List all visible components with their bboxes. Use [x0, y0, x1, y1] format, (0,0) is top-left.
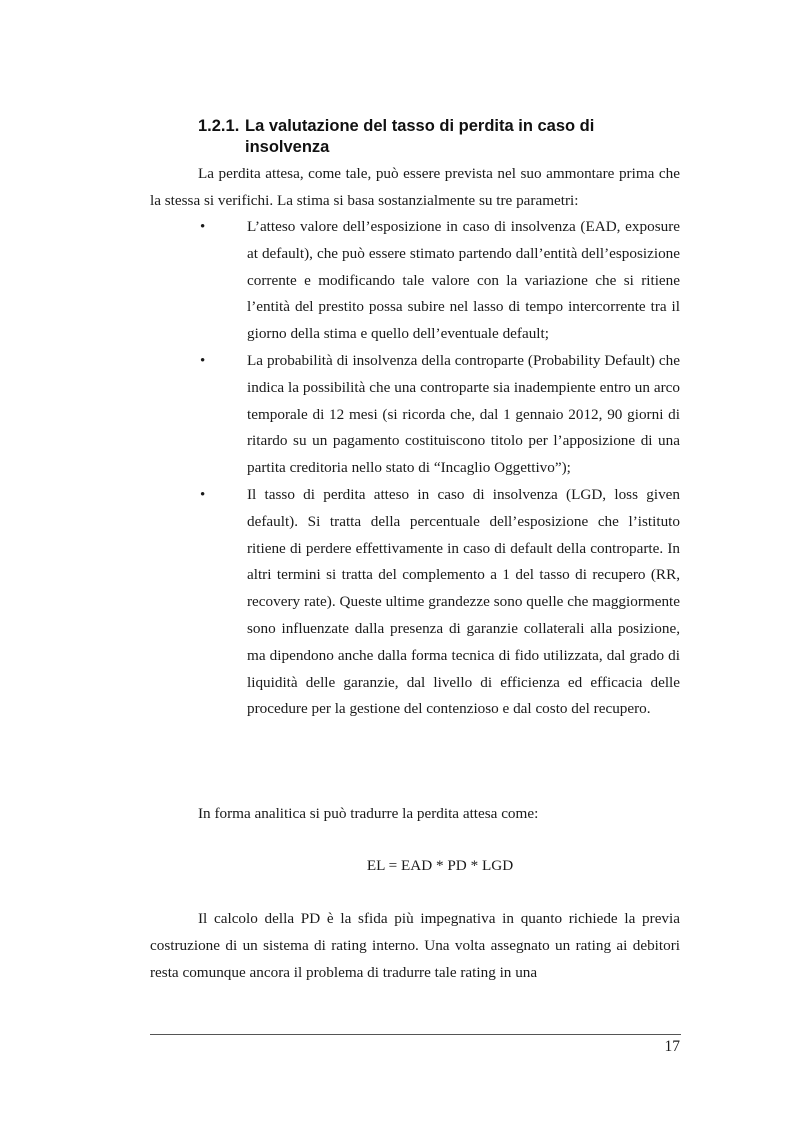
intro-paragraph: La perdita attesa, come tale, può essere prevista nel suo ammontare prima che la stessa si verifichi. La stima si basa sostanzialmente su tre parametri: — [150, 165, 680, 209]
expected-loss-formula: EL = EAD * PD * LGD — [366, 857, 514, 874]
section-heading — [198, 116, 668, 158]
footer-divider — [150, 1034, 681, 1035]
closing-paragraph: Il calcolo della PD è la sfida più impegnativa in quanto richiede la previa costruzione di un sistema di rating interno. Una volta assegnato un rating ai debitori resta comunque ancora il problema di tradurre tale rating in una — [150, 910, 680, 981]
section-number: 1.2.1. — [198, 117, 240, 135]
list-item-text: Il tasso di perdita atteso in caso di insolvenza (LGD, loss given default). Si tratta della percentuale dell’esposizione che l’istituto ritiene di perdere effettivamente in caso di default della controparte. In altri termini si tratta del complemento a 1 del tasso di recupero (RR, recovery rate). Queste ultime grandezze sono quelle che maggiormente sono influenzate dalla presenza di garanzie collaterali alla posizione, ma dipendono anche dalla forma tecnica di fido utilizzata, dal grado di liquidità delle garanzie, dal livello di efficienza ed efficacia delle procedure per la gestione del contenzioso e dal costo del recupero. — [247, 485, 680, 718]
section-title-line1: La valutazione del tasso di perdita in caso di — [245, 117, 595, 135]
analytic-intro: In forma analitica si può tradurre la perdita attesa come: — [198, 805, 539, 822]
list-item — [150, 482, 680, 723]
section-title-line2: insolvenza — [245, 138, 330, 156]
bullet-icon: • — [200, 352, 206, 369]
list-item-text: La probabilità di insolvenza della controparte (Probability Default) che indica la possibilità che una controparte sia inadempiente entro un arco temporale di 12 mesi (si ricorda che, dal 1 gennaio 2012, 90 giorni di ritardo su un pagamento costituiscono titolo per l’apposizione di una partita creditoria nello stato di “Incaglio Oggettivo”); — [247, 351, 680, 477]
bullet-icon: • — [200, 219, 206, 235]
parameter-list — [150, 214, 680, 723]
list-item-text: L’atteso valore dell’esposizione in caso di insolvenza (EAD, exposure at default), che può essere stimato partendo dall’entità dell’esposizione corrente e modificando tale valore con la variazione che si ritiene l’entità del prestito possa subire nel lasso di tempo intercorrente tra il giorno della stima e quello dell’eventuale default; — [247, 218, 680, 343]
list-item — [150, 348, 680, 482]
list-item — [150, 214, 680, 348]
page-number: 17 — [664, 1038, 680, 1055]
bullet-icon: • — [200, 486, 206, 503]
